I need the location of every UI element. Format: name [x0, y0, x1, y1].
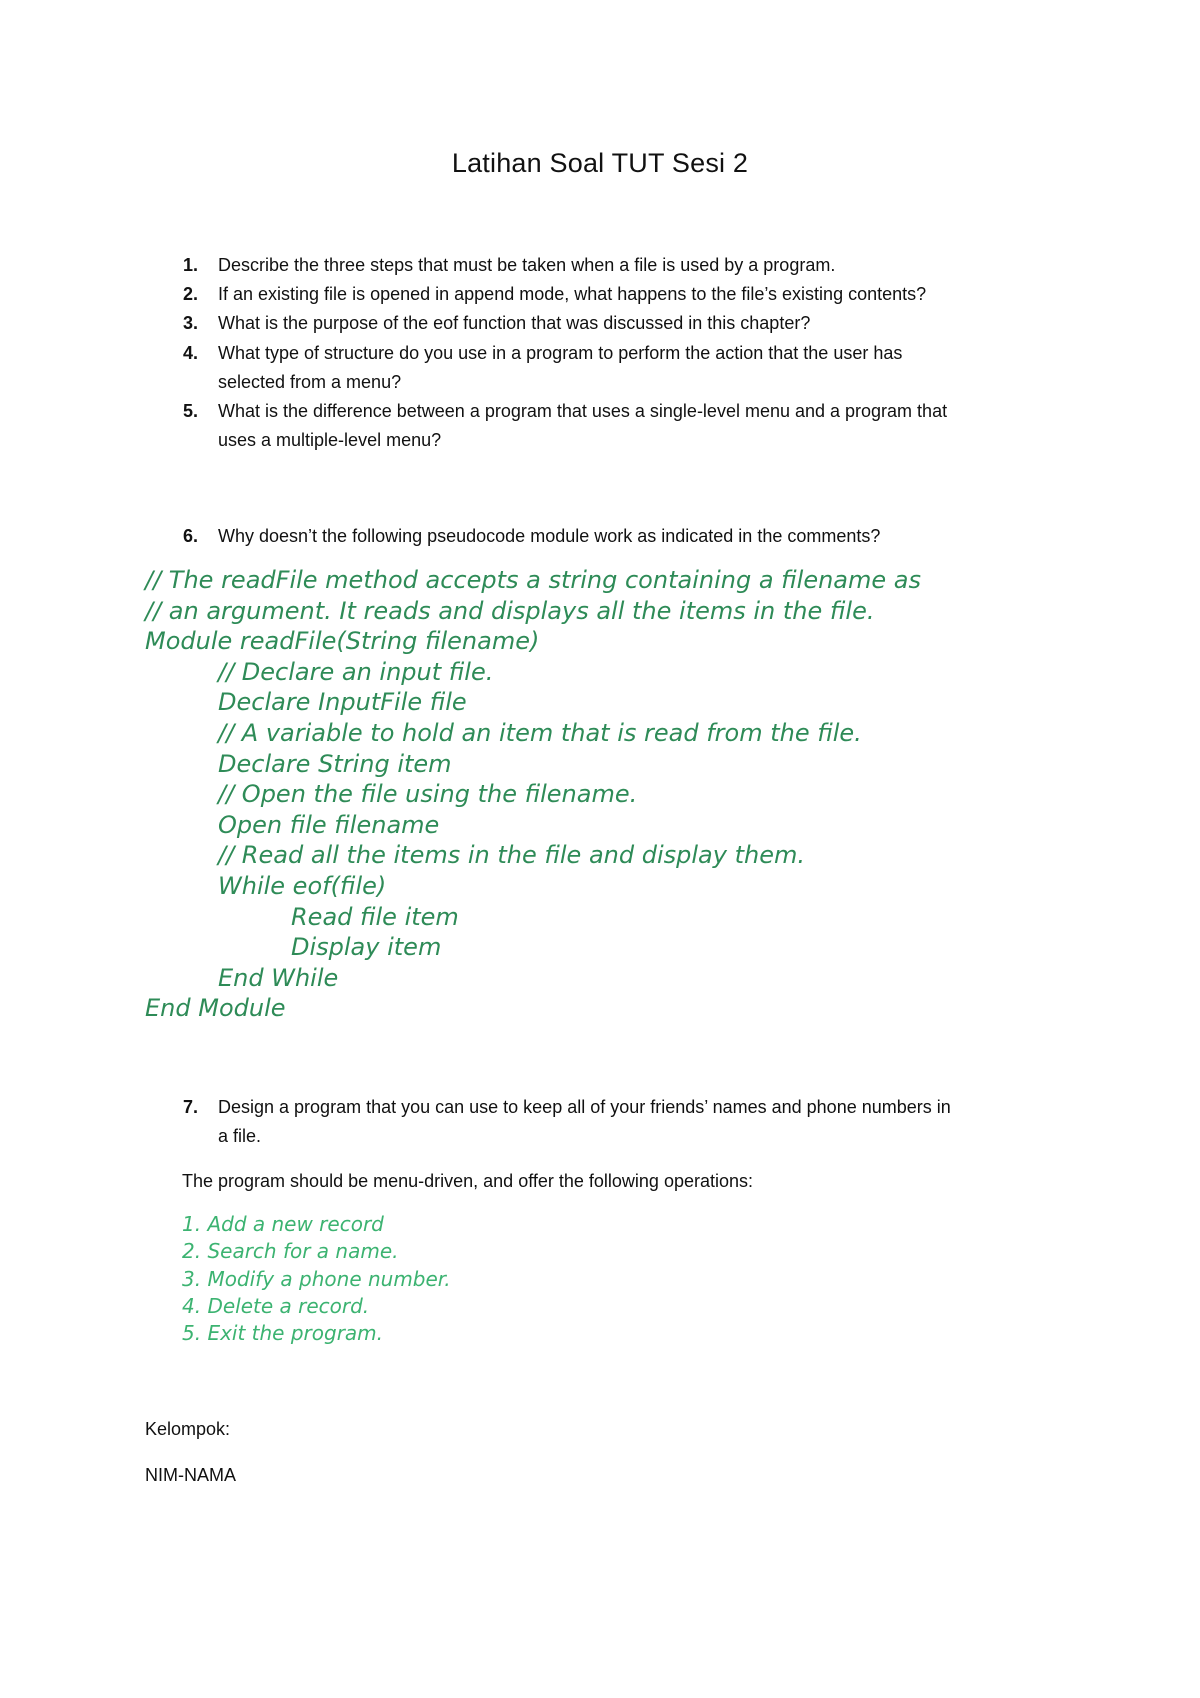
question-3 [183, 309, 1058, 338]
code-line: // an argument. It reads and displays all the items in the file. [145, 596, 875, 625]
operation-item: 2. Search for a name. [182, 1239, 399, 1264]
question-number: 2. [183, 284, 199, 304]
question-text: Describe the three steps that must be taken when a file is used by a program. [218, 255, 836, 275]
question-number: 4. [183, 343, 199, 363]
code-line: Declare String item [218, 749, 452, 778]
question-5 [183, 397, 1058, 455]
question-number: 3. [183, 313, 199, 333]
question-text-line: a file. [218, 1126, 262, 1146]
menu-intro-text: The program should be menu-driven, and offer the following operations: [182, 1171, 754, 1191]
code-line: Declare InputFile file [218, 688, 467, 717]
pseudocode-block [145, 565, 1145, 1024]
nim-name-label: NIM-NAMA [145, 1465, 236, 1485]
question-4 [183, 339, 1058, 397]
operation-item: 4. Delete a record. [182, 1293, 370, 1318]
code-line: Display item [291, 933, 442, 962]
operations-list [182, 1211, 451, 1347]
operation-item: 3. Modify a phone number. [182, 1266, 451, 1291]
code-line: // Open the file using the filename. [218, 780, 638, 809]
question-text: If an existing file is opened in append mode, what happens to the file’s existing contents? [218, 284, 927, 304]
operation-item: 5. Exit the program. [182, 1321, 384, 1346]
code-line: Module readFile(String filename) [145, 627, 540, 656]
question-number: 7. [183, 1097, 199, 1117]
question-text-line: Design a program that you can use to keep all of your friends’ names and phone numbers in [218, 1097, 951, 1117]
code-line: Open file filename [218, 810, 440, 839]
question-text: Why doesn’t the following pseudocode module work as indicated in the comments? [218, 526, 881, 546]
code-line: // Read all the items in the file and display them. [218, 841, 805, 870]
question-number: 6. [183, 526, 199, 546]
question-6 [183, 522, 1058, 551]
question-7 [183, 1093, 1058, 1151]
question-1 [183, 251, 1058, 280]
code-line: While eof(file) [218, 871, 387, 900]
question-number: 5. [183, 401, 199, 421]
question-2 [183, 280, 1058, 309]
page-title: Latihan Soal TUT Sesi 2 [451, 148, 749, 178]
code-line: // Declare an input file. [218, 657, 494, 686]
question-text-line: selected from a menu? [218, 372, 402, 392]
code-line: Read file item [291, 902, 459, 931]
question-text: What is the purpose of the eof function that was discussed in this chapter? [218, 313, 811, 333]
question-number: 1. [183, 255, 199, 275]
code-line: End Module [145, 994, 286, 1023]
operation-item: 1. Add a new record [182, 1212, 384, 1236]
question-text-line: What is the difference between a program that uses a single-level menu and a program that [218, 401, 948, 421]
group-label: Kelompok: [145, 1419, 231, 1439]
question-text-line: uses a multiple-level menu? [218, 430, 442, 450]
question-text-line: What type of structure do you use in a program to perform the action that the user has [218, 343, 903, 363]
code-line: End While [218, 963, 339, 992]
code-line: // A variable to hold an item that is read from the file. [218, 718, 862, 747]
code-line: // The readFile method accepts a string containing a filename as [145, 566, 921, 594]
